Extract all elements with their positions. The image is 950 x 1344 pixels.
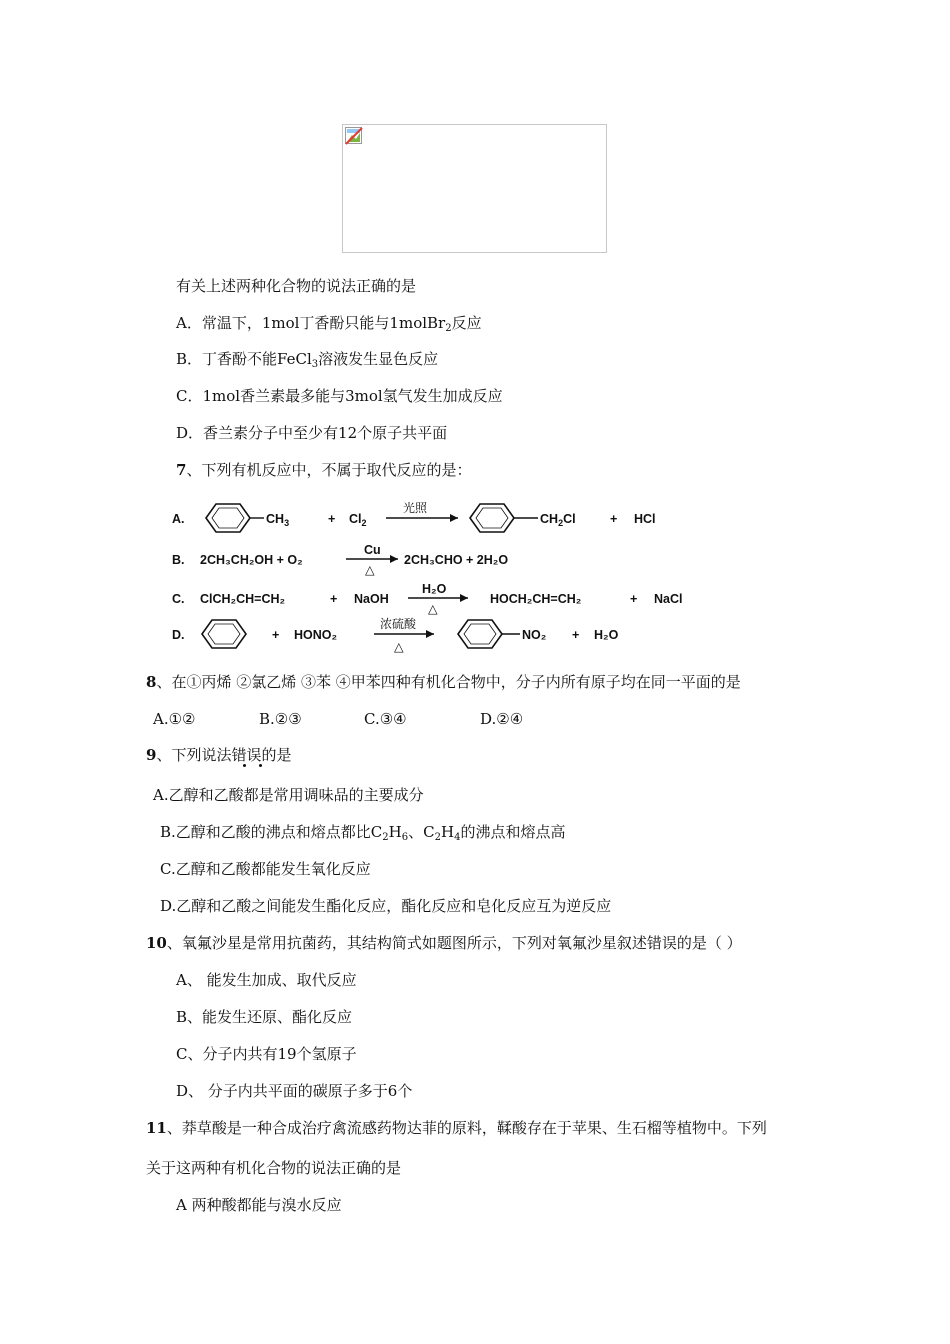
q9-option-b: B.乙醇和乙酸的沸点和熔点都比$C_2H_6$、$C_2H_4$的沸点和熔点高 [160, 823, 566, 843]
q8-option-b: B.②③ [259, 710, 302, 728]
q10-option-c: C、分子内共有19个氢原子 [176, 1045, 357, 1063]
q9-option-c: C.乙醇和乙酸都能发生氧化反应 [160, 860, 371, 878]
svg-text:+: + [328, 512, 336, 526]
q11-option-a: A 两种酸都能与溴水反应 [176, 1196, 342, 1214]
q8-option-a: A.①② [153, 710, 196, 728]
q9-option-a: A.乙醇和乙酸都是常用调味品的主要成分 [153, 786, 424, 804]
svg-text:+: + [272, 628, 280, 642]
svg-text:+: + [330, 592, 338, 606]
q6-option-c: C．1mol香兰素最多能与3mol氢气发生加成反应 [176, 387, 503, 405]
q8-option-c: C.③④ [364, 710, 407, 728]
svg-text:HOCH₂CH=CH₂: HOCH₂CH=CH₂ [490, 592, 582, 606]
q6-option-d: D．香兰素分子中至少有12个原子共平面 [176, 424, 448, 442]
svg-text:HCl: HCl [634, 512, 656, 526]
svg-text:△: △ [394, 640, 404, 654]
emphasis-dot [259, 764, 262, 767]
q9-stem: 9、下列说法错误的是 [146, 746, 292, 764]
q7-stem: 7、下列有机反应中，不属于取代反应的是： [176, 461, 472, 479]
q11-stem-line2: 关于这两种有机化合物的说法正确的是 [146, 1159, 402, 1177]
svg-text:H₂O: H₂O [422, 582, 447, 596]
reaction-b-label: B. [172, 553, 185, 567]
svg-text:2CH₃CHO + 2H₂O: 2CH₃CHO + 2H₂O [404, 553, 509, 567]
svg-text:CH3: $CH_3$ [266, 512, 290, 528]
svg-text:HONO₂: HONO₂ [294, 628, 338, 642]
svg-text:Cu: Cu [364, 543, 381, 557]
emphasis-dot [243, 764, 246, 767]
q10-option-b: B、能发生还原、酯化反应 [176, 1008, 353, 1026]
q10-option-a: A、 能发生加成、取代反应 [176, 971, 357, 989]
q11-stem-line1: 11、莽草酸是一种合成治疗禽流感药物达菲的原料，鞣酸存在于苹果、生石榴等植物中。下列 [146, 1119, 767, 1137]
q6-option-a: A．常温下，1mol丁香酚只能与1molBr$_2$反应 [176, 314, 482, 334]
svg-text:NaCl: NaCl [654, 592, 683, 606]
svg-text:2CH₃CH₂OH + O₂: 2CH₃CH₂OH + O₂ [200, 553, 303, 567]
benzene-ring-icon [470, 504, 514, 532]
svg-text:Cl2: $Cl_2$ [349, 512, 367, 528]
reaction-a-label: A. [172, 512, 185, 526]
broken-image-placeholder [342, 124, 607, 253]
svg-text:H₂O: H₂O [594, 628, 619, 642]
benzene-ring-icon [206, 504, 250, 532]
q10-option-d: D、 分子内共平面的碳原子多于6个 [176, 1082, 413, 1100]
svg-text:浓硫酸: 浓硫酸 [380, 617, 417, 631]
reaction-equations-figure [168, 496, 708, 656]
benzene-ring-icon [202, 620, 246, 648]
q6-stem: 有关上述两种化合物的说法正确的是 [176, 277, 417, 295]
q8-stem: 8、在①丙烯 ②氯乙烯 ③苯 ④甲苯四种有机化合物中，分子内所有原子均在同一平面的是 [146, 673, 741, 691]
reaction-c-label: C. [172, 592, 185, 606]
svg-text:+: + [572, 628, 580, 642]
q9-option-d: D.乙醇和乙酸之间能发生酯化反应，酯化反应和皂化反应互为逆反应 [160, 897, 612, 915]
reaction-d-label: D. [172, 628, 185, 642]
broken-image-icon [345, 127, 363, 145]
svg-text:△: △ [428, 602, 438, 616]
benzene-ring-icon [458, 620, 502, 648]
svg-text:光照: 光照 [403, 501, 428, 515]
svg-text:NO₂: NO₂ [522, 628, 547, 642]
svg-text:NaOH: NaOH [354, 592, 389, 606]
q8-option-d: D.②④ [480, 710, 524, 728]
svg-text:+: + [610, 512, 618, 526]
svg-text:△: △ [365, 563, 375, 577]
q6-option-b: B．丁香酚不能FeCl$_3$溶液发生显色反应 [176, 350, 439, 370]
q10-stem: 10、氧氟沙星是常用抗菌药，其结构简式如题图所示，下列对氧氟沙星叙述错误的是（ ） [146, 934, 742, 952]
svg-text:+: + [630, 592, 638, 606]
svg-text:CH2Cl: $CH_2Cl$ [540, 512, 576, 528]
svg-text:ClCH₂CH=CH₂: ClCH₂CH=CH₂ [200, 592, 286, 606]
